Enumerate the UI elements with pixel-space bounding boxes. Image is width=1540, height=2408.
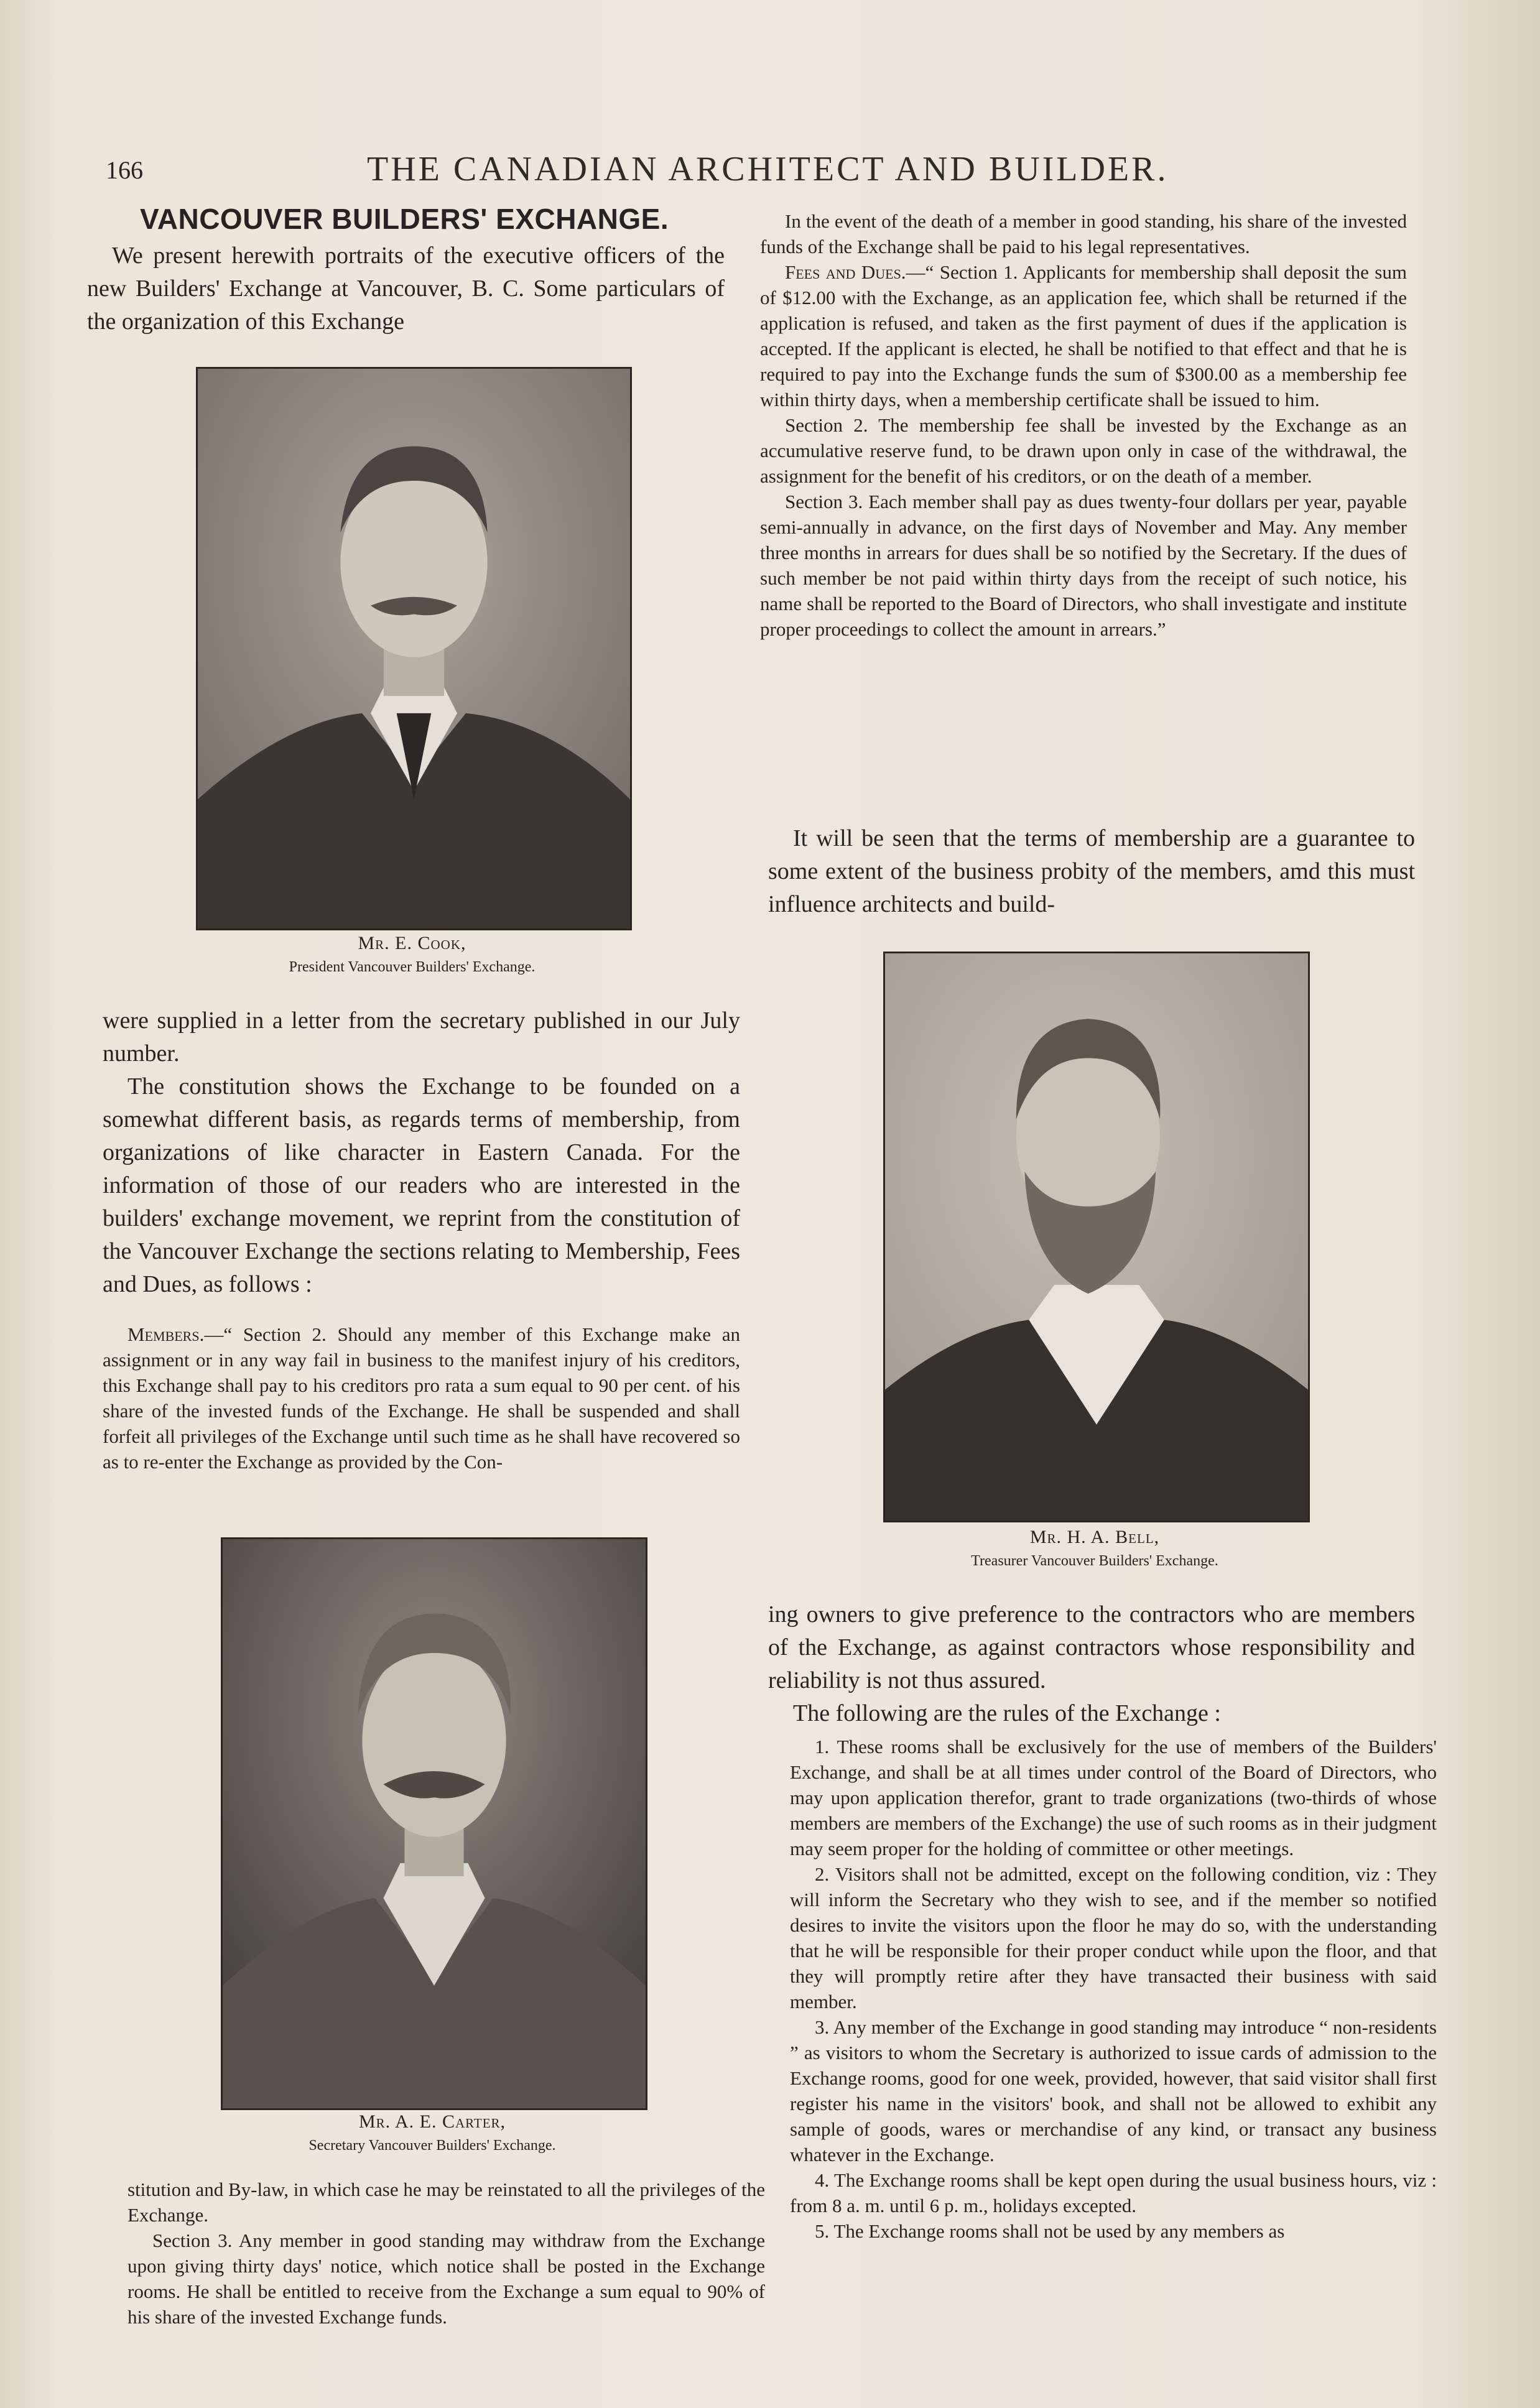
intro-paragraph: We present herewith portraits of the executive officers of the new Builders' Exchange at Vancouver, B. C. Some particulars of the organization of this Exchange [87,243,725,335]
caption-name: Mr. A. E. Carter, [358,2111,506,2132]
caption-cook [196,933,628,976]
caption-role: Treasurer Vancouver Builders' Exchange. [971,1553,1218,1569]
fees-heading: Fees and Dues. [785,261,906,283]
portrait-photo [198,369,630,928]
rule-item: 2. Visitors shall not be admitted, except on the following condition, viz : They will inform the Secretary who they wish to see, and if the member so notified desires to invite the visitors upon the floor he may do so, with the understanding that he will be responsible for their proper conduct while upon the floor, and that they will promptly retire after they have transacted their business with said member. [790,1863,1437,2012]
portrait-cook [196,367,632,930]
caption-name: Mr. E. Cook, [358,933,466,953]
rule-item: 4. The Exchange rooms shall be kept open during the usual business hours, viz : from 8 a. m. until 6 p. m., holidays excepted. [790,2169,1437,2216]
rule-item: 1. These rooms shall be exclusively for the use of members of the Builders' Exchange, and shall be at all times under control of the Board of Directors, who may upon application therefor, grant to trade organizations (two-thirds of whose members are members of the Exchange) the use of such rooms as in their judgment may seem proper for the holding of committee or other meetings. [790,1736,1437,1859]
caption-role: President Vancouver Builders' Exchange. [289,959,536,975]
right-big-text-1: It will be seen that the terms of membership are a guarantee to some extent of the business probity of the members, amd this must influence architects and build- [768,825,1415,917]
article-title: VANCOUVER BUILDERS' EXCHANGE. [140,203,669,235]
rules-list [790,1734,1437,2244]
right-big-text-2: ing owners to give preference to the contractors who are members of the Exchange, as against contractors whose responsibility and reliability is not thus assured. The following are the rules of the Exchange : [768,1601,1415,1726]
portrait-carter [221,1537,647,2110]
portrait-bell [883,952,1310,1522]
caption-role: Secretary Vancouver Builders' Exchange. [308,2137,556,2154]
caption-name: Mr. H. A. Bell, [1029,1527,1160,1547]
rule-item: 5. The Exchange rooms shall not be used by any members as [815,2220,1285,2242]
left-body-text: were supplied in a letter from the secretary published in our July number. The constitution shows the Exchange to be founded on a somewhat different basis, as regards terms of membership, from organizations of like character in Eastern Canada. For the information of those of our readers who are interested in the builders' exchange movement, we reprint from the constitution of the Vancouver Exchange the sections relating to Membership, Fees and Dues, as follows : [103,1007,740,1297]
running-title: THE CANADIAN ARCHITECT AND BUILDER. [367,150,1169,188]
page-number: 166 [106,156,143,184]
right-top-text: In the event of the death of a member in good standing, his share of the invested funds of the Exchange shall be paid to his legal representatives. Fees and Dues.—“ Section 1. Applicants for membership shall deposit the sum of $12.00 with the Exchange, as an application fee, which shall be returned if the application is refused, and taken as the first payment of dues if the application is accepted. If the applicant is elected, he shall be notified to that effect and that he is required to pay into the Exchange funds the sum of $300.00 as a membership fee within thirty days, when a membership certificate shall be issued to him. Section 2. The membership fee shall be invested by the Exchange as an accumulative reserve fund, to be drawn upon only in case of the withdrawal, the assignment for the benefit of his creditors, or on the death of a member. Section 3. Each member shall pay as dues twenty-four dollars per year, payable semi-annually in advance, on the first days of November and May. Any member three months in arrears for dues shall be so notified by the Secretary. If the dues of such member be not paid within thirty days from the receipt of such notice, his name shall be reported to the Board of Directors, who shall investigate and institute proper proceedings to collect the amount in arrears.” [760,210,1407,640]
members-heading: Members. [128,1323,205,1345]
portrait-photo [885,953,1308,1521]
caption-bell [883,1527,1306,1570]
left-bottom-text: stitution and By-law, in which case he may be reinstated to all the privileges of the Exchange. Section 3. Any member in good standing may withdraw from the Exchange upon giving thirty days' notice, which notice shall be posted in the Exchange rooms. He shall be entitled to receive from the Exchange a sum equal to 90% of his share of the invested Exchange funds. [128,2179,765,2328]
rule-item: 3. Any member of the Exchange in good standing may introduce “ non-residents ” as visitors to whom the Secretary is authorized to issue cards of admission to the Exchange rooms, good for one week, provided, however, that said visitor shall first register his name in the visitors' book, and shall not be allowed to exhibit any sample of goods, wares or merchandise of any kind, or transact any business whatever in the Exchange. [790,2016,1437,2165]
caption-carter [221,2111,644,2154]
portrait-photo [223,1539,646,2108]
members-section: Members.—“ Section 2. Should any member of this Exchange make an assignment or in any way fail in business to the manifest injury of his creditors, this Exchange shall pay to his creditors pro rata a sum equal to 90 per cent. of his share of the invested funds of the Exchange. He shall be suspended and shall forfeit all privileges of the Exchange until such time as he shall have recovered so as to re-enter the Exchange as provided by the Con- [103,1323,740,1473]
